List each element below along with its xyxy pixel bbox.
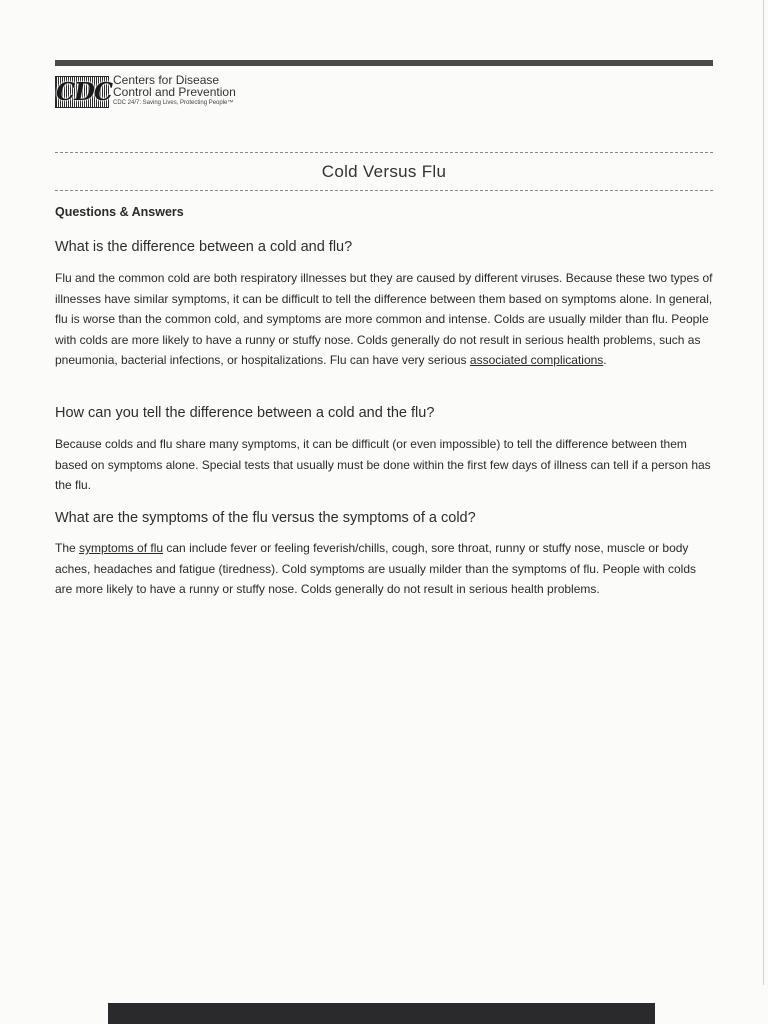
top-rule bbox=[55, 60, 713, 66]
cdc-logo-letters: CDC bbox=[56, 77, 113, 106]
title-rule-bottom bbox=[55, 190, 713, 191]
answer-3-text: can include fever or feeling feverish/chills, cough, sore throat, runny or stuffy nose, muscle or body aches, headaches and fatigue (tiredness). Cold symptoms are usually milder than the symptoms of flu. People with colds are more likely to have a runny or stuffy nose. Colds generally do not result in serious health problems. bbox=[55, 541, 696, 597]
question-heading-2: How can you tell the difference between a cold and the flu? bbox=[55, 405, 435, 421]
scan-edge-line bbox=[763, 0, 764, 985]
org-name-line-2: Control and Prevention bbox=[113, 85, 236, 99]
section-label: Questions & Answers bbox=[55, 205, 184, 219]
answer-paragraph-1 bbox=[55, 268, 713, 371]
answer-3-lead: The bbox=[55, 541, 80, 555]
symptoms-of-flu-link[interactable]: symptoms of flu bbox=[79, 541, 164, 555]
scan-bottom-bar bbox=[108, 1003, 655, 1024]
answer-1-tail: . bbox=[603, 353, 607, 368]
org-tagline: CDC 24/7: Saving Lives, Protecting People™ bbox=[113, 100, 234, 106]
answer-paragraph-3 bbox=[55, 538, 713, 600]
cdc-logo-mark bbox=[55, 76, 113, 108]
answer-paragraph-2: Because colds and flu share many symptoms, it can be difficult (or even impossible) to tell the difference between them based on symptoms alone. Special tests that usually must be done within the first few days of illness can tell if a person has the flu. bbox=[55, 437, 711, 493]
associated-complications-link[interactable]: associated complications bbox=[469, 353, 604, 368]
cdc-logo bbox=[55, 73, 275, 113]
title-rule-top bbox=[55, 152, 713, 153]
answer-1-text: Flu and the common cold are both respiratory illnesses but they are caused by different viruses. Because these two types of illnesses have similar symptoms, it can be difficult to tell the difference between them based on symptoms alone. In general, flu is worse than the common cold, and symptoms are more common and intense. Colds are usually milder than flu. People with colds are more likely to have a runny or stuffy nose. Colds generally do not result in serious health problems, such as pneumonia, bacterial infections, or hospitalizations. Flu can have very serious bbox=[55, 271, 713, 368]
page-title: Cold Versus Flu bbox=[321, 162, 447, 181]
question-heading-1: What is the difference between a cold and flu? bbox=[55, 239, 353, 255]
question-heading-3: What are the symptoms of the flu versus the symptoms of a cold? bbox=[55, 510, 476, 526]
org-name-line-1: Centers for Disease bbox=[113, 73, 220, 87]
